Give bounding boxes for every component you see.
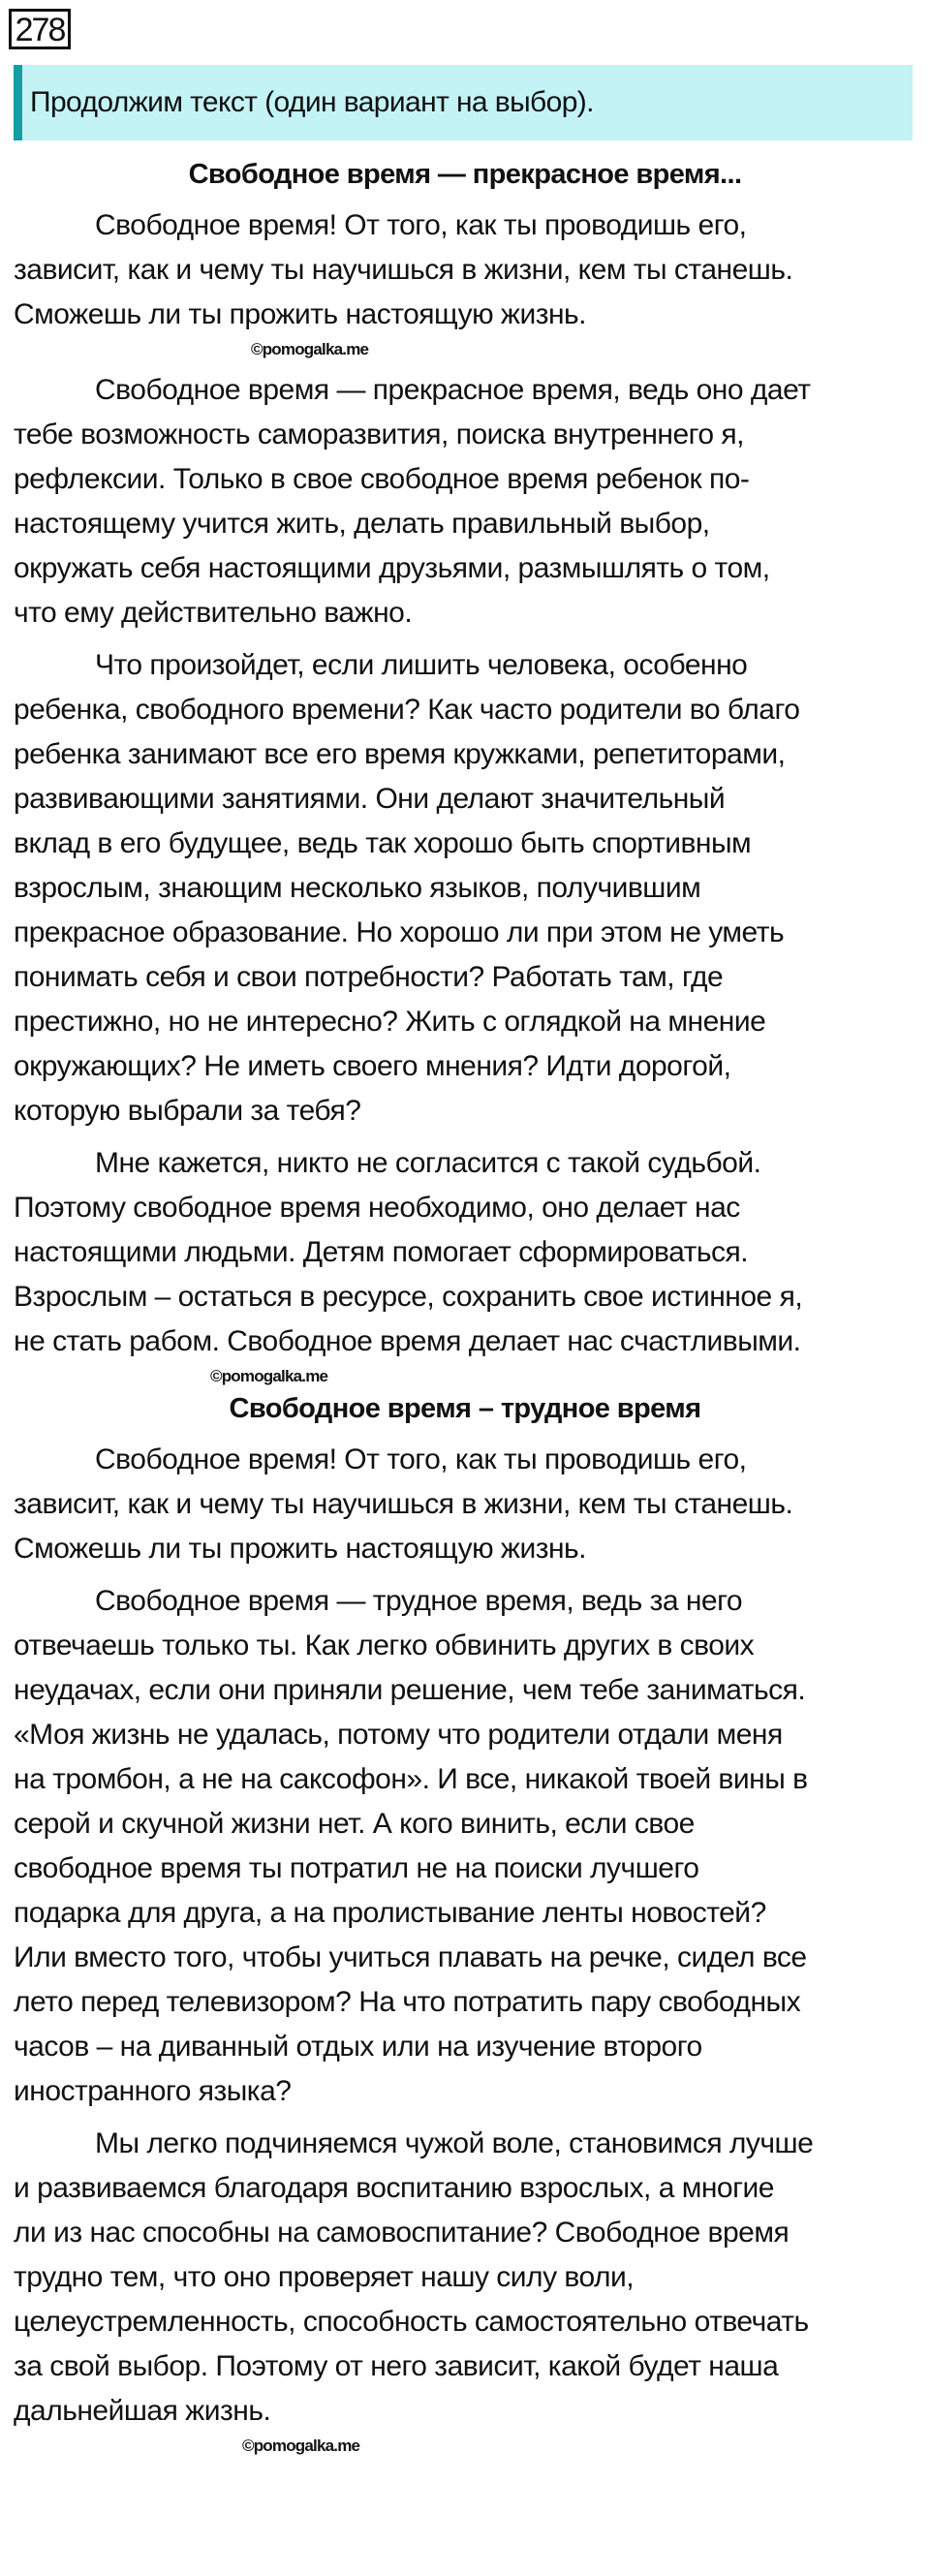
watermark: ©pomogalka.me xyxy=(251,340,369,358)
text-line: Поэтому свободное время необходимо, оно делает нас xyxy=(14,1192,740,1224)
paragraph xyxy=(14,643,924,1133)
text-line: зависит, как и чему ты научишься в жизни, кем ты станешь. xyxy=(14,254,793,286)
text-line: Мне кажется, никто не согласится с такой судьбой. xyxy=(95,1147,761,1179)
text-line: серой и скучной жизни нет. А кого винить, если свое xyxy=(14,1808,695,1840)
text-line: трудно тем, что оно проверяет нашу силу воли, xyxy=(14,2261,635,2293)
content xyxy=(0,153,930,2457)
text-line: тебе возможность саморазвития, поиска внутреннего я, xyxy=(14,419,745,450)
text-line: лето перед телевизором? На что потратить пару свободных xyxy=(14,1986,801,2018)
text-line: целеустремленность, способность самостоятельно отвечать xyxy=(14,2306,809,2338)
variant2-title: Свободное время – трудное время xyxy=(229,1393,701,1424)
text-line: прекрасное образование. Но хорошо ли при этом не уметь xyxy=(14,916,785,948)
text-line: «Моя жизнь не удалась, потому что родители отдали меня xyxy=(14,1719,783,1751)
text-line: взрослым, знающим несколько языков, получившим xyxy=(14,872,701,904)
text-line: Взрослым – остаться в ресурсе, сохранить свое истинное я, xyxy=(14,1281,803,1313)
text-line: которую выбрали за тебя? xyxy=(14,1095,361,1127)
text-line: Что произойдет, если лишить человека, особенно xyxy=(95,649,748,681)
text-line: за свой выбор. Поэтому от него зависит, какой будет наша xyxy=(14,2350,779,2382)
text-line: отвечаешь только ты. Как легко обвинить других в своих xyxy=(14,1629,755,1661)
text-line: ребенка занимают все его время кружками, репетиторами, xyxy=(14,738,786,770)
text-line: не стать рабом. Свободное время делает нас счастливыми. xyxy=(14,1325,801,1357)
paragraph xyxy=(14,2122,924,2434)
text-line: Или вместо того, чтобы учиться плавать на речке, сидел все xyxy=(14,1941,807,1973)
paragraph xyxy=(14,1141,924,1364)
text-line: на тромбон, а не на саксофон». И все, никакой твоей вины в xyxy=(14,1763,808,1795)
variant1-title: Свободное время — прекрасное время... xyxy=(188,159,742,190)
text-line: зависит, как и чему ты научишься в жизни, кем ты станешь. xyxy=(14,1488,793,1520)
text-line: престижно, но не интересно? Жить с оглядкой на мнение xyxy=(14,1006,766,1038)
paragraph xyxy=(14,1579,924,2114)
text-line: иностранного языка? xyxy=(14,2075,292,2107)
text-line: подарка для друга, а на пролистывание ленты новостей? xyxy=(14,1897,766,1929)
text-line: Свободное время — прекрасное время, ведь оно дает xyxy=(95,374,811,406)
text-line: настоящему учится жить, делать правильный выбор, xyxy=(14,508,710,540)
text-line: Сможешь ли ты прожить настоящую жизнь. xyxy=(14,1533,587,1565)
text-line: окружающих? Не иметь своего мнения? Идти дорогой, xyxy=(14,1050,731,1082)
text-line: неудачах, если они приняли решение, чем тебе заниматься. xyxy=(14,1674,806,1706)
text-line: Свободное время! От того, как ты проводишь его, xyxy=(95,209,747,241)
text-line: дальнейшая жизнь. xyxy=(14,2395,271,2427)
text-line: вклад в его будущее, ведь так хорошо быть спортивным xyxy=(14,827,752,859)
paragraph xyxy=(14,1438,924,1571)
text-line: Свободное время — трудное время, ведь за него xyxy=(95,1585,743,1617)
paragraph xyxy=(14,203,924,337)
text-line: Сможешь ли ты прожить настоящую жизнь. xyxy=(14,298,587,330)
text-line: развивающими занятиями. Они делают значительный xyxy=(14,783,726,815)
text-line: Свободное время! От того, как ты проводишь его, xyxy=(95,1443,747,1475)
text-line: окружать себя настоящими друзьями, размышлять о том, xyxy=(14,552,770,584)
text-line: свободное время ты потратил не на поиски лучшего xyxy=(14,1852,699,1884)
paragraph xyxy=(14,368,924,636)
text-line: и развиваемся благодаря воспитанию взрослых, а многие xyxy=(14,2172,774,2204)
text-line: ребенка, свободного времени? Как часто родители во благо xyxy=(14,694,800,726)
text-line: настоящими людьми. Детям помогает сформироваться. xyxy=(14,1236,749,1268)
watermark: ©pomogalka.me xyxy=(210,1367,328,1385)
text-line: рефлексии. Только в свое свободное время ребенок по- xyxy=(14,463,750,495)
text-line: что ему действительно важно. xyxy=(14,597,413,629)
exercise-number: 278 xyxy=(9,9,71,49)
task-instruction: Продолжим текст (один вариант на выбор). xyxy=(14,65,913,140)
text-line: понимать себя и свои потребности? Работать там, где xyxy=(14,961,724,993)
text-line: ли из нас способны на самовоспитание? Свободное время xyxy=(14,2217,790,2249)
text-line: часов – на диванный отдых или на изучение второго xyxy=(14,2031,702,2063)
text-line: Мы легко подчиняемся чужой воле, становимся лучше xyxy=(95,2127,814,2159)
watermark: ©pomogalka.me xyxy=(242,2436,360,2455)
